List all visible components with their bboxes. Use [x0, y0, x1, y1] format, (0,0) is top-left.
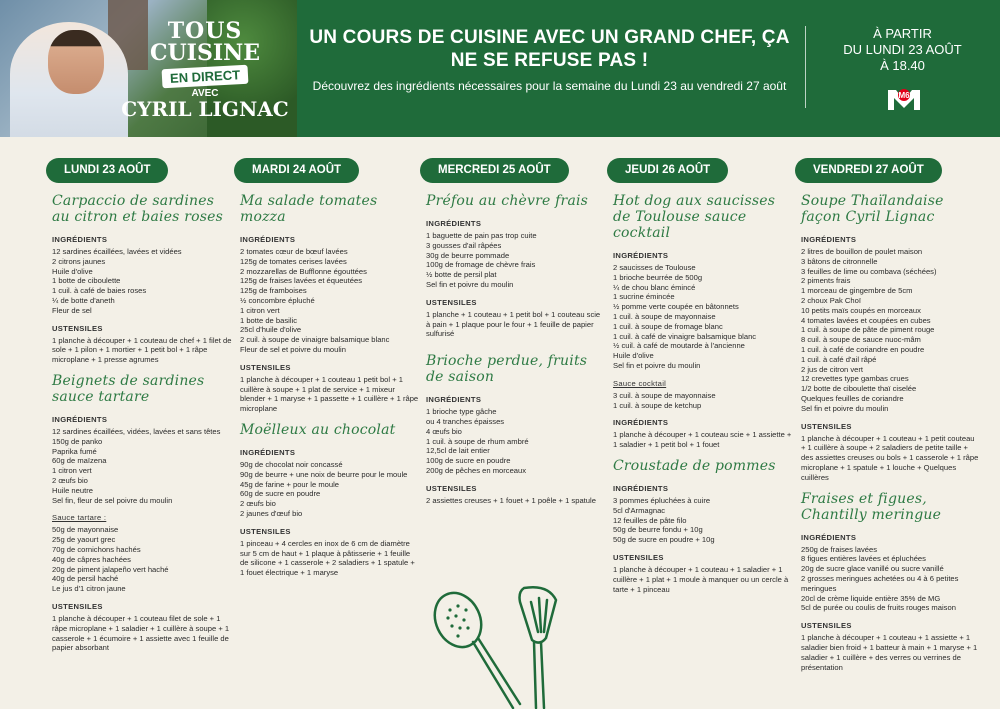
recipe-title: Ma salade tomates mozza	[240, 193, 378, 225]
ingredients-label: INGRÉDIENTS	[801, 532, 857, 542]
skimmer-and-spatula-icon	[428, 580, 578, 709]
utensils-list: 1 planche + 1 couteau + 1 petit bol + 1 couteau scie à pain + 1 plaque pour le four + 1 feuille de papier sulfurisé	[426, 309, 601, 339]
chef-head	[48, 30, 104, 94]
day-pill: MERCREDI 25 AOÛT	[420, 158, 569, 183]
recipe-title: Soupe Thaïlandaise façon Cyril Lignac	[801, 193, 944, 225]
headline: UN COURS DE CUISINE AVEC UN GRAND CHEF, ÇA NE SE REFUSE PAS !	[309, 27, 790, 71]
ingredients-label: INGRÉDIENTS	[613, 251, 669, 260]
show-logo-line2: CUISINE	[149, 40, 261, 66]
recipe	[44, 193, 232, 365]
sub-recipe-label: Sauce tartare :	[52, 513, 107, 523]
sub-recipe-list: 50g de mayonnaise 25g de yaourt grec 70g de cornichons hachés 40g de câpres hachées 20g de piment jalapeño vert haché 40g de persil haché Le jus d'1 citron jaune	[52, 525, 169, 594]
utensils-list: 1 planche à découper + 1 couteau filet de sole + 1 râpe microplane + 1 saladier + 1 cuillère à soupe + 1 casserole + 1 écumoire + 1 assiette avec 1 feuille de papier absorbant	[52, 613, 230, 653]
utensils-label: USTENSILES	[240, 526, 291, 536]
recipe	[418, 193, 606, 339]
day-column-friday	[793, 158, 981, 680]
recipe	[232, 193, 420, 414]
show-logo-badge: EN DIRECT	[162, 65, 249, 88]
recipe-title: Moëlleux au chocolat	[240, 421, 396, 438]
utensils-list: 1 planche à découper + 1 couteau + 1 petit couteau + 1 cuillère à soupe + 2 saladiers de petite taille + des assiettes creuses ou bols + 1 casserole + 1 râpe microplane + 1 spatule + 1 louche + Quelques cuillères	[801, 433, 979, 482]
utensils-label: USTENSILES	[52, 323, 103, 333]
recipe-title: Hot dog aux saucisses de Toulouse sauce cocktail	[613, 193, 776, 241]
show-logo-line4: AVEC	[191, 88, 219, 99]
ingredients-label: INGRÉDIENTS	[426, 395, 482, 405]
ingredients-label: INGRÉDIENTS	[240, 235, 296, 244]
m6-logo-icon	[886, 84, 922, 112]
ingredients-label: INGRÉDIENTS	[801, 235, 857, 244]
utensils-list: 1 pinceau + 4 cercles en inox de 6 cm de diamètre sur 5 cm de haut + 1 plaque à pâtisserie + 1 feuille de silicone + 1 casserole + 2 saladiers + 1 spatule + 1 fouet électrique + 1 maryse	[240, 538, 415, 578]
ingredients-list: 2 tomates cœur de bœuf lavées 125g de tomates cerises lavées 2 mozzarellas de Bufflonne égouttées 125g de fraises lavées et équeutées 125g de framboises ½ concombre épluché 1 citron vert 1 botte de basilic 25cl d'huile d'olive 2 cuil. à soupe de vinaigre balsamique blanc Fleur de sel et poivre du moulin	[240, 247, 390, 354]
ingredients-label: INGRÉDIENTS	[240, 447, 296, 457]
utensils-list: 1 planche à découper + 1 couteau 1 petit bol + 1 cuillère à soupe + 1 plat de service + 1 mixeur blender + 1 maryse + 1 passette + 1 cuillère + 1 râpe microplane	[240, 374, 419, 414]
ingredients-list: 90g de chocolat noir concassé 90g de beurre + une noix de beurre pour le moule 45g de farine + pour le moule 60g de sucre en poudre 2 œufs bio 2 jaunes d'œuf bio	[240, 459, 408, 518]
utensils-list: 1 planche à découper + 1 couteau de chef + 1 filet de sole + 1 pilon + 1 mortier + 1 petit bol + 1 râpe microplane + 1 presse agrumes	[52, 335, 232, 365]
recipe	[605, 458, 793, 594]
date-line2: DU LUNDI 23 AOÛT	[843, 42, 962, 57]
headline-block	[297, 26, 802, 94]
ingredients-list: 1 baguette de pain pas trop cuite 3 gousses d'ail râpées 30g de beurre pommade 100g de fromage de chèvre frais ½ botte de persil plat Sel fin et poivre du moulin	[426, 231, 537, 289]
ingredients-list: 1 brioche type gâche ou 4 tranches épaisses 4 œufs bio 1 cuil. à soupe de rhum ambré 12,5cl de lait entier 100g de sucre en poudre 200g de pêches en morceaux	[426, 407, 529, 475]
recipe-title: Carpaccio de sardines au citron et baies roses	[52, 193, 223, 225]
ingredients-list: 12 sardines écaillées, vidées, lavées et sans têtes 150g de panko Paprika fumé 60g de maïzena 1 citron vert 2 œufs bio Huile neutre Sel fin, fleur de sel poivre du moulin	[52, 426, 221, 505]
utensils-list: 1 planche à découper + 1 couteau scie + 1 assiette + 1 saladier + 1 petit bol + 1 fouet	[613, 430, 792, 450]
broadcast-date	[815, 26, 990, 74]
day-column-thursday	[605, 158, 793, 602]
utensils-label: USTENSILES	[613, 552, 664, 562]
utensils-label: USTENSILES	[801, 621, 852, 631]
utensils-label: USTENSILES	[801, 421, 852, 431]
recipe	[793, 491, 981, 673]
ingredients-label: INGRÉDIENTS	[613, 483, 669, 493]
show-logo	[120, 20, 290, 130]
show-logo-line1: TOUS	[167, 18, 243, 44]
date-line3: À 18.40	[880, 58, 925, 73]
sub-recipe-list: 3 cuil. à soupe de mayonnaise 1 cuil. à soupe de ketchup	[613, 390, 716, 410]
header-divider	[805, 26, 806, 108]
day-pill: MARDI 24 AOÛT	[234, 158, 359, 183]
recipe	[418, 353, 606, 505]
utensils-list: 2 assiettes creuses + 1 fouet + 1 poêle + 1 spatule	[426, 495, 596, 505]
ingredients-label: INGRÉDIENTS	[52, 414, 108, 424]
utensils-label: USTENSILES	[52, 601, 103, 611]
recipe	[232, 422, 420, 578]
recipe-title: Croustade de pommes	[613, 457, 776, 474]
recipe-title: Beignets de sardines sauce tartare	[52, 372, 205, 405]
ingredients-label: INGRÉDIENTS	[426, 219, 482, 228]
sub-recipe-label: Sauce cocktail	[613, 378, 667, 388]
day-pill: VENDREDI 27 AOÛT	[795, 158, 942, 183]
recipe-title: Préfou au chèvre frais	[426, 193, 589, 209]
recipe	[44, 373, 232, 653]
recipe-title: Brioche perdue, fruits de saison	[426, 353, 588, 386]
ingredients-list: 2 litres de bouillon de poulet maison 3 bâtons de citronnelle 3 feuilles de lime ou combava (séchées) 2 piments frais 1 morceau de gingembre de 5cm 2 choux Pak Choï 10 petits maïs coupés en morceaux 4 tomates lavées et coupées en cubes 1 cuil. à soupe de pâte de piment rouge 8 cuil. à soupe de sauce nuoc-mâm 1 cuil. à café de coriandre en poudre 1 cuil. à café d'ail râpé 2 jus de citron vert 12 crevettes type gambas crues 1/2 botte de ciboulette thaï ciselée Quelques feuilles de coriandre Sel fin et poivre du moulin	[801, 247, 937, 413]
show-logo-name: CYRIL LIGNAC	[121, 97, 289, 121]
day-pill: LUNDI 23 AOÛT	[46, 158, 168, 183]
svg-text:M6: M6	[898, 91, 910, 100]
recipe	[605, 193, 793, 450]
utensils-list: 1 planche à découper + 1 couteau + 1 assiette + 1 saladier bien froid + 1 batteur à main + 1 maryse + 1 saladier + 1 cuillère + des verres ou verrines de présentation	[801, 633, 978, 672]
utensils-label: USTENSILES	[426, 483, 477, 493]
ingredients-list: 3 pommes épluchées à cuire 5cl d'Armagnac 12 feuilles de pâte filo 50g de beurre fondu + 10g 50g de sucre en poudre + 10g	[613, 495, 715, 545]
utensils-list: 1 planche à découper + 1 couteau + 1 saladier + 1 cuillère + 1 plat + 1 moule à manquer ou un cercle à tarte + 1 pinceau	[613, 564, 789, 594]
ingredients-label: INGRÉDIENTS	[52, 235, 108, 244]
day-column-tuesday	[232, 158, 420, 586]
day-column-monday	[44, 158, 232, 661]
ingredients-list: 2 saucisses de Toulouse 1 brioche beurrée de 500g ¼ de chou blanc émincé 1 sucrine émincée ½ pomme verte coupée en bâtonnets 1 cuil. à soupe de mayonnaise 1 cuil. à soupe de fromage blanc 1 cuil. à café de vinaigre balsamique blanc ½ cuil. à café de moutarde à l'ancienne Huile d'olive Sel fin et poivre du moulin	[613, 263, 757, 370]
utensils-label: USTENSILES	[240, 362, 291, 372]
ingredients-list: 250g de fraises lavées 8 figues entières lavées et épluchées 20g de sucre glace vanillé ou sucre vanillé 2 grosses meringues achetées ou 4 à 6 petites meringues 20cl de crème liquide entière 35% de MG 5cl de purée ou coulis de fruits rouges maison	[801, 544, 959, 613]
recipe	[793, 193, 981, 483]
header-banner	[0, 0, 1000, 137]
utensils-label: USTENSILES	[426, 297, 477, 307]
day-column-wednesday	[418, 158, 606, 514]
recipe-title: Fraises et figues, Chantilly meringue	[801, 490, 942, 523]
date-line1: À PARTIR	[873, 26, 932, 41]
chef-figure	[10, 22, 128, 137]
day-pill: JEUDI 26 AOÛT	[607, 158, 728, 183]
ingredients-list: 12 sardines écaillées, lavées et vidées 2 citrons jaunes Huile d'olive 1 botte de ciboulette 1 cuil. à café de baies roses ¼ de botte d'aneth Fleur de sel	[52, 247, 182, 315]
utensils-label: INGRÉDIENTS	[613, 418, 669, 428]
subheadline: Découvrez des ingrédients nécessaires pour la semaine du Lundi 23 au vendredi 27 août	[312, 79, 787, 93]
